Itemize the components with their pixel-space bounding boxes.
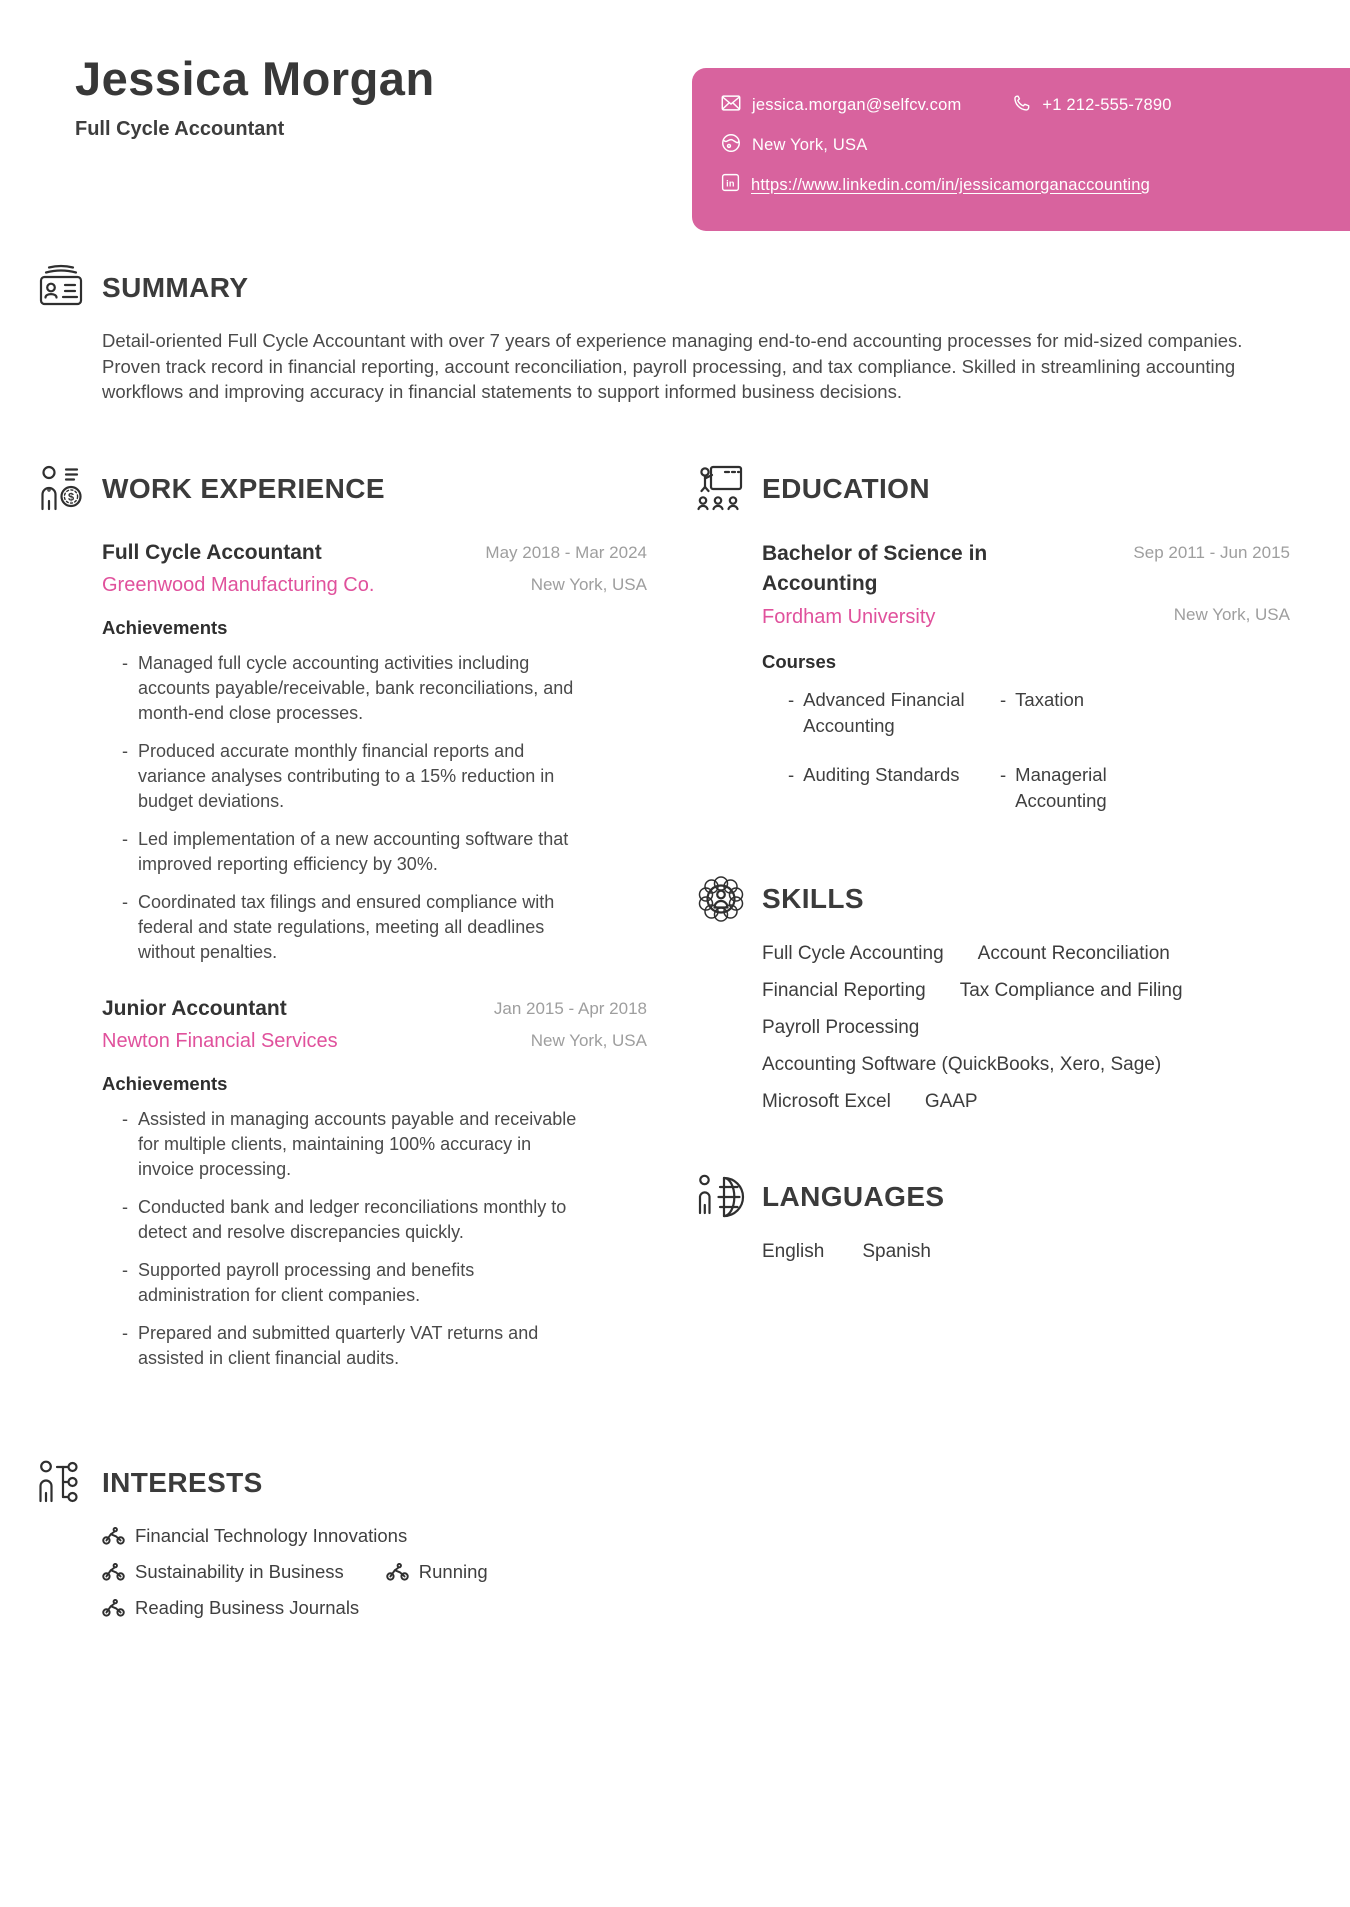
- work-experience-icon: [35, 463, 87, 515]
- svg-text:$: $: [67, 491, 75, 504]
- education-section: [695, 463, 1290, 814]
- summary-icon: [35, 262, 87, 314]
- languages-heading: LANGUAGES: [762, 1181, 945, 1213]
- interest-item: Running: [386, 1561, 488, 1583]
- skill-item: GAAP: [924, 1091, 978, 1113]
- job-company: Newton Financial Services: [102, 1030, 338, 1053]
- email-icon: [720, 92, 742, 119]
- summary-section: [35, 262, 1290, 405]
- course-item: - Auditing Standards: [788, 762, 978, 813]
- course-item: - Managerial Accounting: [1000, 762, 1190, 813]
- achievement-item: - Conducted bank and ledger reconciliations monthly to detect and resolve discrepancies quickly.: [122, 1195, 584, 1245]
- contact-phone: +1 212-555-7890: [1011, 93, 1171, 119]
- achievement-item: - Supported payroll processing and benefits administration for client companies.: [122, 1258, 584, 1308]
- skills-row: [762, 943, 1290, 965]
- job-entry: [102, 539, 647, 965]
- degree-title: Bachelor of Science in Accounting: [762, 541, 988, 595]
- achievement-item: - Coordinated tax filings and ensured compliance with federal and state regulations, meeting all deadlines without penalties.: [122, 890, 584, 965]
- main-columns: [35, 463, 1290, 1634]
- languages-list: [762, 1241, 1290, 1263]
- languages-header: [695, 1171, 1290, 1223]
- bicycle-icon: [102, 1599, 125, 1617]
- interests-row: [102, 1525, 647, 1547]
- education-header: [695, 463, 1290, 515]
- job-entry: [102, 995, 647, 1371]
- skill-item: Microsoft Excel: [762, 1091, 891, 1113]
- job-head: [102, 539, 647, 597]
- interests-heading: INTERESTS: [102, 1467, 263, 1499]
- right-column: [695, 463, 1290, 1634]
- job-company: Greenwood Manufacturing Co.: [102, 573, 375, 596]
- achievements-label: Achievements: [102, 616, 228, 638]
- interests-list: [102, 1525, 647, 1619]
- achievements-label: Achievements: [102, 1073, 228, 1095]
- school-name: Fordham University: [762, 606, 936, 629]
- work-experience-section: [35, 463, 647, 1372]
- education-location: New York, USA: [1173, 605, 1290, 625]
- language-item: English: [762, 1241, 825, 1263]
- languages-section: [695, 1171, 1290, 1263]
- linkedin-icon: [720, 172, 741, 198]
- course-item: - Advanced Financial Accounting: [788, 687, 978, 738]
- contact-linkedin: [720, 172, 1150, 198]
- bicycle-icon: [386, 1563, 409, 1581]
- achievement-item: - Assisted in managing accounts payable and receivable for multiple clients, maintaining 100% accuracy in invoice processing.: [122, 1107, 584, 1182]
- language-item: Spanish: [862, 1241, 931, 1263]
- skill-item: Accounting Software (QuickBooks, Xero, Sage): [762, 1054, 1162, 1076]
- achievements-list: [102, 1107, 647, 1371]
- person-job-title: Full Cycle Accountant: [75, 118, 285, 141]
- person-name: Jessica Morgan: [75, 52, 435, 105]
- work-header: [35, 463, 647, 515]
- summary-text: Detail-oriented Full Cycle Accountant with over 7 years of experience managing end-to-end accounting processes for mid-sized companies. Proven track record in financial reporting, account reconciliation, payroll processing, and tax compliance. Skilled in streamlining accounting workflows and improving accuracy in financial statements to support informed business decisions.: [102, 330, 1243, 403]
- achievement-item: - Prepared and submitted quarterly VAT returns and assisted in client financial audits.: [122, 1321, 584, 1371]
- skill-item: Tax Compliance and Filing: [959, 980, 1183, 1002]
- interest-item: Reading Business Journals: [102, 1597, 359, 1619]
- education-entry: [762, 539, 1290, 814]
- education-dates: Sep 2011 - Jun 2015: [1133, 542, 1290, 562]
- linkedin-link[interactable]: https://www.linkedin.com/in/jessicamorganaccounting: [751, 175, 1151, 194]
- languages-icon: [695, 1171, 747, 1223]
- left-column: [35, 463, 647, 1634]
- summary-header: [35, 262, 1290, 314]
- skills-section: [695, 873, 1290, 1113]
- job-location: New York, USA: [530, 1031, 647, 1051]
- skill-item: Financial Reporting: [762, 980, 926, 1002]
- job-dates: Jan 2015 - Apr 2018: [493, 999, 647, 1019]
- job-title: Full Cycle Accountant: [102, 540, 322, 564]
- achievement-item: - Produced accurate monthly financial reports and variance analyses contributing to a 15% reduction in budget deviations.: [122, 739, 584, 814]
- skills-list: [762, 943, 1290, 1113]
- job-location: New York, USA: [530, 574, 647, 594]
- job-dates: May 2018 - Mar 2024: [485, 542, 647, 562]
- courses-list: [788, 687, 1290, 813]
- svg-text:in: in: [726, 178, 735, 189]
- contact-row: [720, 92, 1320, 119]
- job-title: Junior Accountant: [102, 997, 287, 1021]
- achievement-item: - Led implementation of a new accounting software that improved reporting efficiency by 30%.: [122, 827, 584, 877]
- skills-heading: SKILLS: [762, 883, 864, 915]
- header: [35, 52, 1290, 212]
- skill-item: Full Cycle Accounting: [762, 943, 944, 965]
- achievements-list: [102, 651, 647, 965]
- skills-row: [762, 1091, 1290, 1113]
- contact-row: [720, 132, 1320, 159]
- course-item: - Taxation: [1000, 687, 1190, 738]
- bicycle-icon: [102, 1527, 125, 1545]
- interests-row: [102, 1561, 647, 1583]
- education-heading: EDUCATION: [762, 472, 930, 504]
- interests-row: [102, 1597, 647, 1619]
- contact-card: [692, 68, 1350, 231]
- skills-header: [695, 873, 1290, 925]
- skill-item: Account Reconciliation: [977, 943, 1170, 965]
- globe-icon: [720, 132, 742, 159]
- skill-item: Payroll Processing: [762, 1017, 920, 1039]
- interests-header: [35, 1457, 647, 1509]
- contact-row: [720, 172, 1320, 198]
- courses-label: Courses: [762, 651, 837, 673]
- interest-item: Sustainability in Business: [102, 1561, 344, 1583]
- contact-location: New York, USA: [720, 132, 867, 159]
- education-head: [762, 539, 1290, 630]
- phone-icon: [1011, 93, 1032, 119]
- skills-icon: [695, 873, 747, 925]
- skills-row: [762, 1054, 1290, 1076]
- bicycle-icon: [102, 1563, 125, 1581]
- work-heading: WORK EXPERIENCE: [102, 472, 385, 504]
- interests-icon: [35, 1457, 87, 1509]
- interests-section: [35, 1457, 647, 1619]
- job-head: [102, 995, 647, 1053]
- education-icon: [695, 463, 747, 515]
- achievement-item: - Managed full cycle accounting activities including accounts payable/receivable, bank reconciliations, and month-end close processes.: [122, 651, 584, 726]
- skills-row: [762, 980, 1290, 1002]
- interest-item: Financial Technology Innovations: [102, 1525, 407, 1547]
- contact-email: jessica.morgan@selfcv.com: [720, 92, 961, 119]
- summary-heading: SUMMARY: [102, 272, 249, 303]
- skills-row: [762, 1017, 1290, 1039]
